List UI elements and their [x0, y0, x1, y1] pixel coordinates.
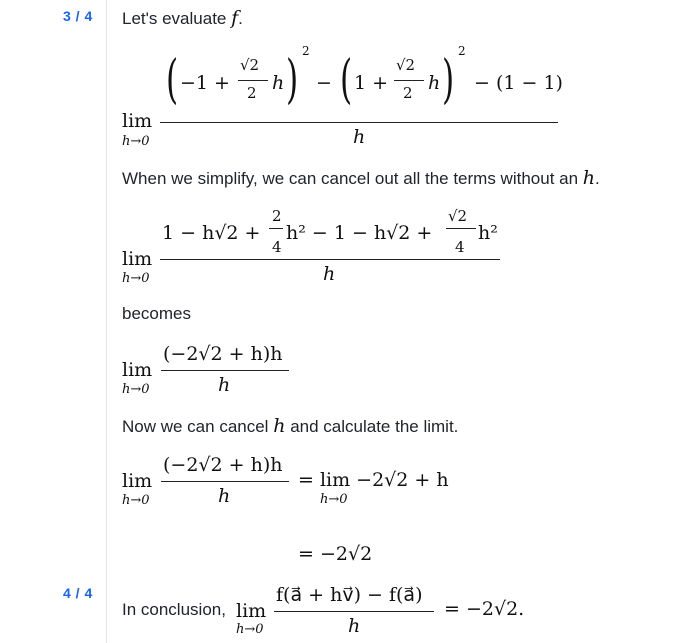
- becomes-text: becomes: [122, 304, 191, 323]
- result-line: = −2√2: [298, 543, 373, 565]
- conclusion-text: In conclusion,: [122, 600, 226, 619]
- divider-rule: [106, 0, 107, 643]
- step-number-4: 4 / 4: [63, 585, 93, 601]
- cancel-text: Now we can cancel h and calculate the limit.: [122, 415, 459, 437]
- simplify-text: When we simplify, we can cancel out all the terms without an h.: [122, 167, 600, 189]
- intro-text: Let's evaluate f.: [122, 7, 243, 29]
- step-number-3: 3 / 4: [63, 8, 93, 24]
